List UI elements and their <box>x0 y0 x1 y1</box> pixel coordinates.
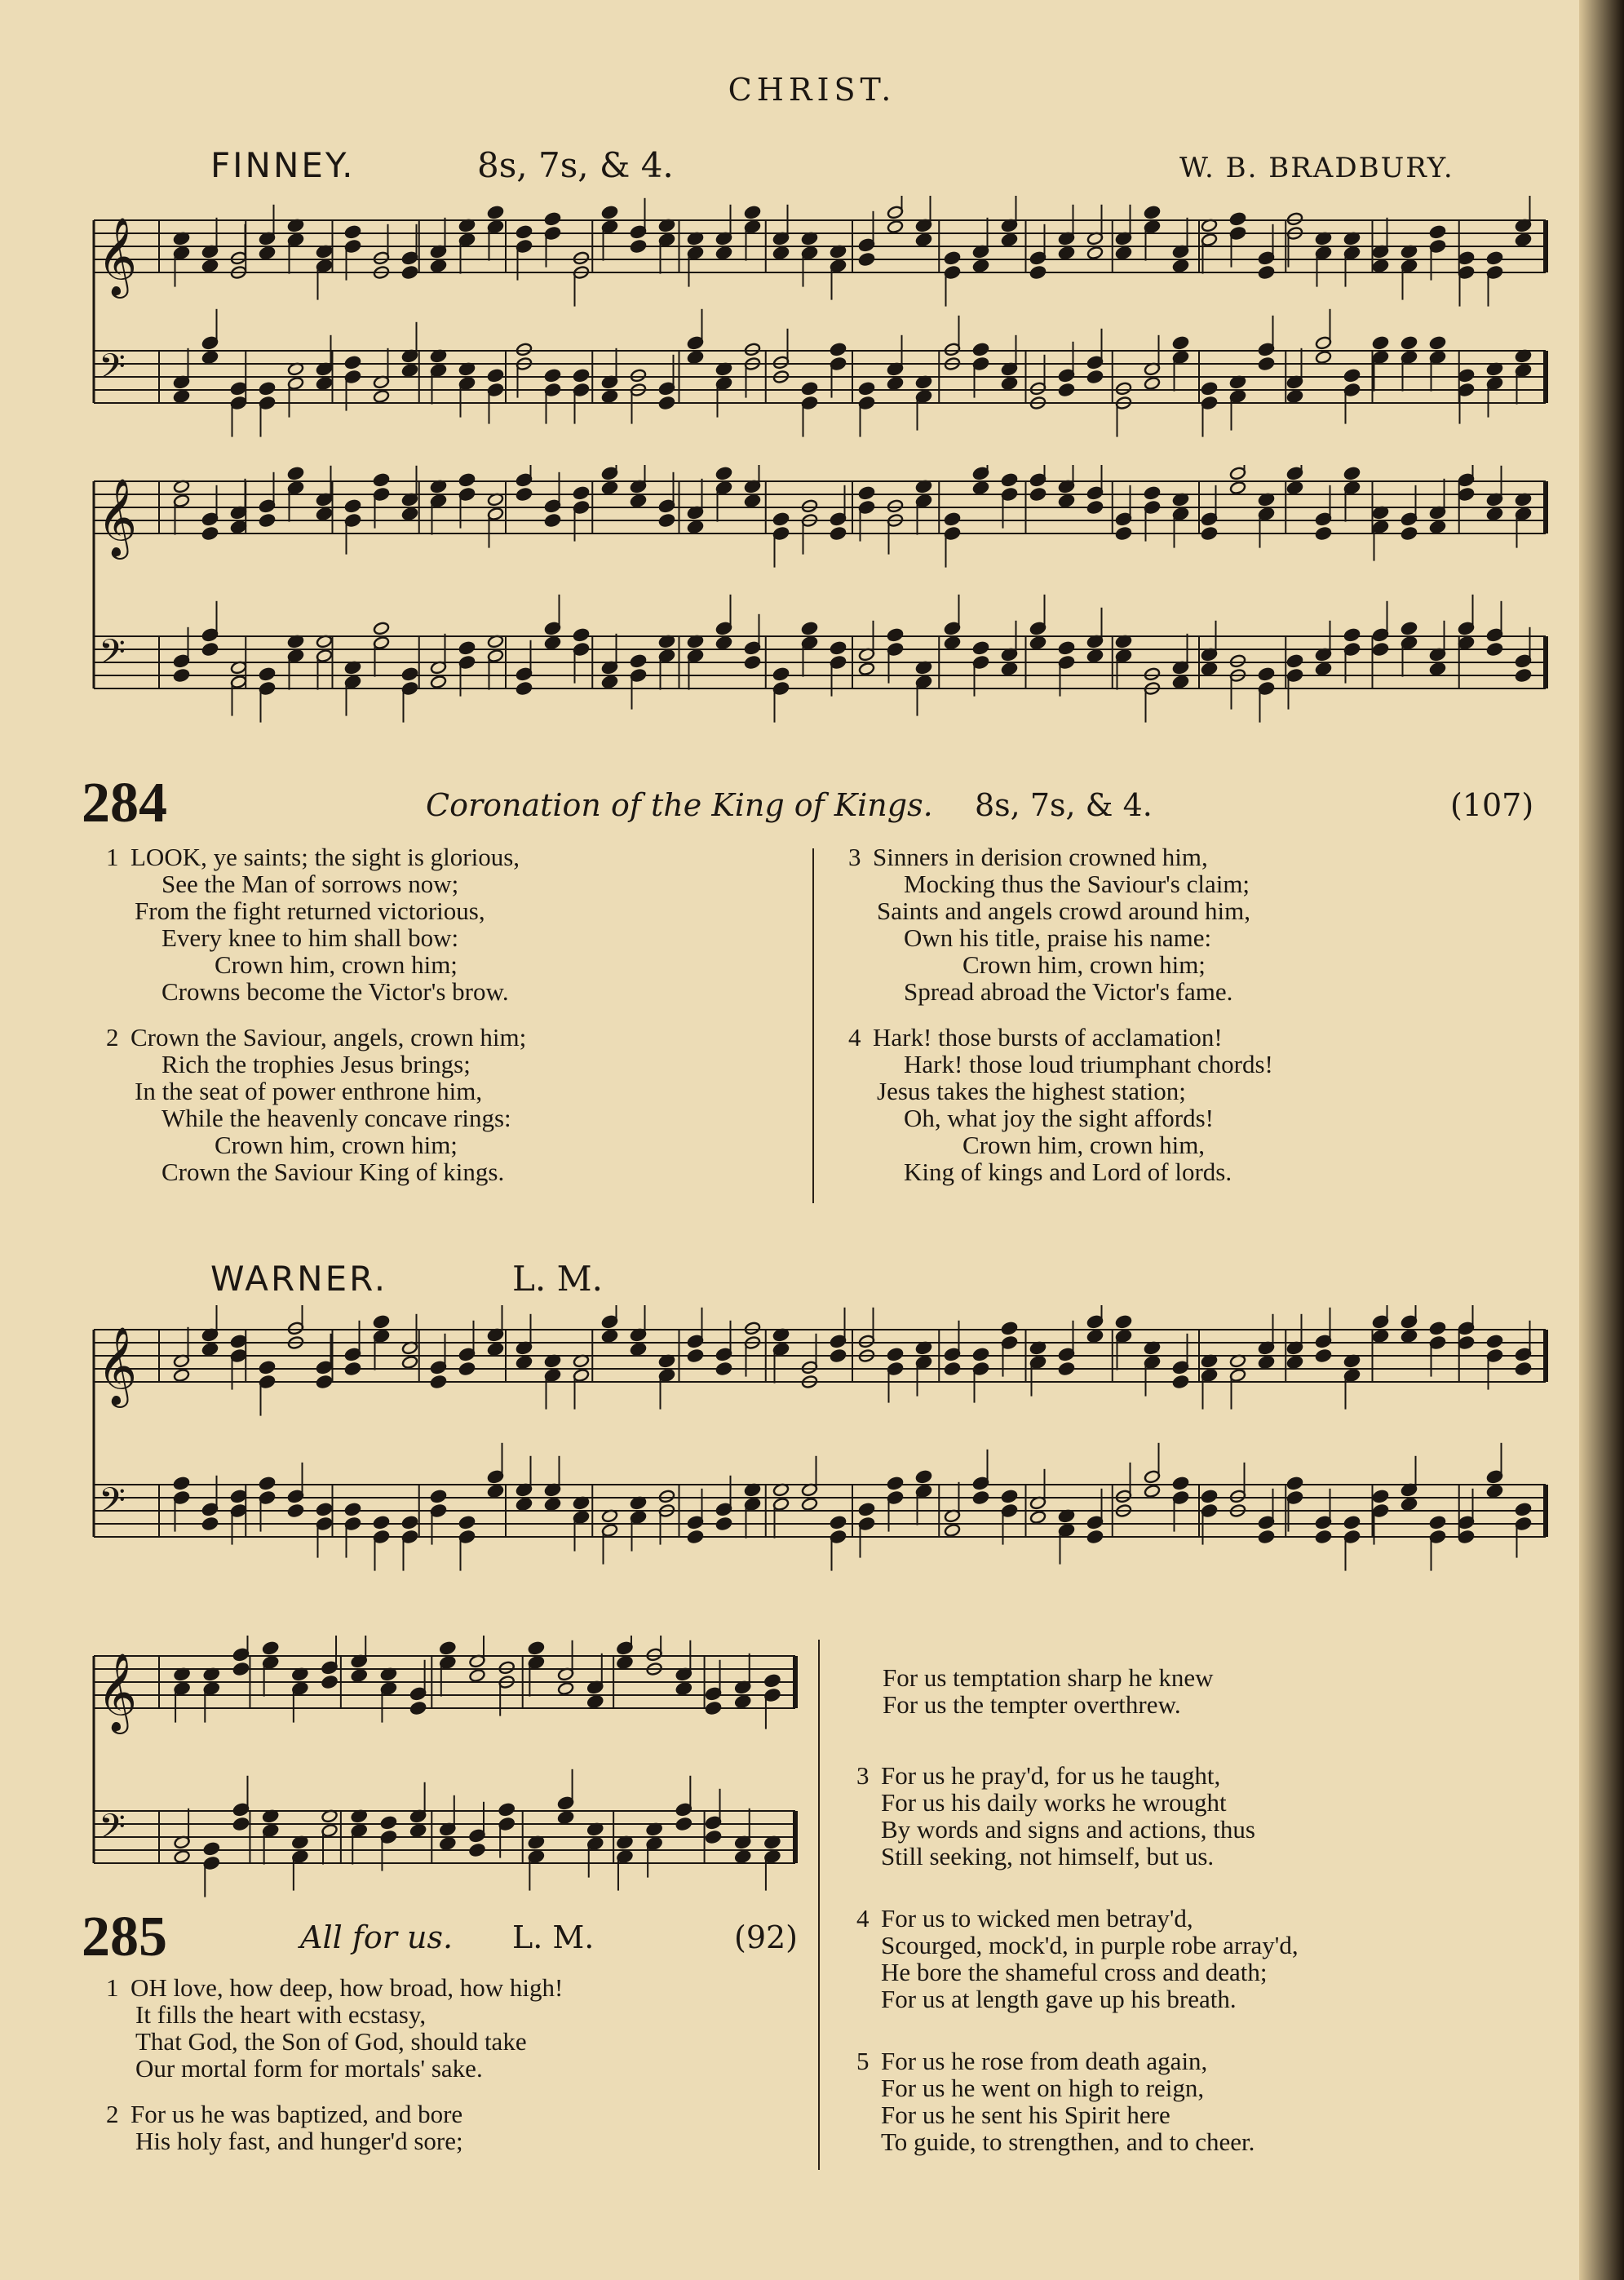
hymn-284-verse-1 <box>106 843 520 1005</box>
hymn-285-verse-3 <box>856 1762 1255 1870</box>
music-system-warner-2 <box>86 1636 803 1905</box>
verse-number: 3 <box>848 843 861 871</box>
bass-staff-finney-1 <box>94 351 1546 403</box>
verse-line: Our mortal form for mortals' sake. <box>135 2054 483 2083</box>
verse-line: Hark! those bursts of acclamation! <box>873 1023 1223 1051</box>
verse-line: For us he went on high to reign, <box>881 2074 1205 2102</box>
verse-line: For us he rose from death again, <box>881 2047 1208 2075</box>
verse-line: It fills the heart with ecstasy, <box>135 2000 427 2029</box>
tune-title-warner: WARNER. <box>210 1259 388 1299</box>
verse-line: Jesus takes the highest station; <box>877 1077 1186 1105</box>
verse-line: For us the tempter overthrew. <box>883 1690 1181 1719</box>
verse-line: Oh, what joy the sight affords! <box>904 1104 1214 1132</box>
verse-line: Own his title, praise his name: <box>904 923 1212 952</box>
verse-line: Sinners in derision crowned him, <box>873 843 1208 871</box>
hymn-ref-284: (107) <box>1450 787 1534 823</box>
verse-number: 1 <box>106 843 119 871</box>
hymn-285-verse-2b <box>883 1664 1214 1718</box>
verse-line: King of kings and Lord of lords. <box>904 1158 1232 1186</box>
tune-title-finney: FINNEY. <box>210 145 356 185</box>
running-head: CHRIST. <box>728 72 896 108</box>
verse-line: To guide, to strengthen, and to cheer. <box>881 2127 1255 2156</box>
verse-number: 2 <box>106 1023 119 1051</box>
bass-clef-icon: 𝄢 <box>99 1480 126 1530</box>
verse-line: For us he pray'd, for us he taught, <box>881 1761 1221 1790</box>
verse-line: By words and signs and actions, thus <box>881 1815 1255 1844</box>
verse-line: For us he was baptized, and bore <box>131 2100 463 2128</box>
verse-number: 3 <box>856 1761 870 1790</box>
verse-line: His holy fast, and hunger'd sore; <box>135 2127 463 2155</box>
hymn-285-verse-5 <box>856 2048 1255 2155</box>
verse-line: Scourged, mock'd, in purple robe array'd, <box>881 1931 1299 1959</box>
hymn-meter-284: 8s, 7s, & 4. <box>975 787 1153 823</box>
verse-line: For us to wicked men betray'd, <box>881 1904 1193 1932</box>
hymn-number-284: 284 <box>82 772 167 835</box>
verse-line: In the seat of power enthrone him, <box>135 1077 483 1105</box>
tune-meter-finney: 8s, 7s, & 4. <box>477 145 674 185</box>
verse-line: That God, the Son of God, should take <box>135 2027 527 2056</box>
hymn-284-verse-4 <box>848 1024 1273 1185</box>
verse-line: For us he sent his Spirit here <box>881 2101 1170 2129</box>
music-system-finney-1 <box>86 196 1554 449</box>
treble-staff-finney-2 <box>94 481 1546 533</box>
bass-notes-warner-2 <box>174 1769 781 1897</box>
verse-line: See the Man of sorrows now; <box>162 870 459 898</box>
page-edge-shadow <box>1579 0 1624 2280</box>
column-rule-284 <box>812 848 814 1203</box>
verse-line: Crown him, crown him, <box>962 1131 1206 1159</box>
bass-staff-warner-1 <box>94 1485 1546 1537</box>
verse-line: Crown him, crown him; <box>215 1131 458 1159</box>
tune-meter-warner: L. M. <box>512 1259 603 1299</box>
hymn-285-verse-2a <box>106 2101 463 2154</box>
verse-line: Crowns become the Victor's brow. <box>162 977 509 1006</box>
treble-clef-icon: 𝄞 <box>97 1326 138 1405</box>
verse-line: For us temptation sharp he knew <box>883 1663 1214 1692</box>
verse-line: LOOK, ye saints; the sight is glorious, <box>131 843 520 871</box>
treble-clef-icon: 𝄞 <box>97 216 138 295</box>
music-system-warner-1 <box>86 1305 1554 1574</box>
verse-number: 1 <box>106 1973 119 2002</box>
treble-clef-icon: 𝄞 <box>97 1652 138 1731</box>
hymn-284-verse-3 <box>848 843 1250 1005</box>
verse-line: Crown the Saviour, angels, crown him; <box>131 1023 527 1051</box>
verse-line: Spread abroad the Victor's fame. <box>904 977 1233 1006</box>
hymn-284-verse-2 <box>106 1024 526 1185</box>
bass-staff-finney-2 <box>94 636 1546 688</box>
verse-line: Rich the trophies Jesus brings; <box>162 1050 471 1078</box>
verse-line: Mocking thus the Saviour's claim; <box>904 870 1250 898</box>
bass-clef-icon: 𝄢 <box>99 346 126 396</box>
bass-clef-icon: 𝄢 <box>99 1806 126 1856</box>
verse-number: 2 <box>106 2100 119 2128</box>
verse-line: For us his daily works he wrought <box>881 1788 1227 1817</box>
verse-number: 4 <box>848 1023 861 1051</box>
verse-line: For us at length gave up his breath. <box>881 1985 1237 2013</box>
tune-composer-finney: W. B. BRADBURY. <box>1179 152 1454 184</box>
hymn-title-285: All for us. <box>300 1919 454 1955</box>
verse-number: 4 <box>856 1904 870 1932</box>
verse-line: OH love, how deep, how broad, how high! <box>131 1973 564 2002</box>
verse-line: Saints and angels crowd around him, <box>877 897 1251 925</box>
hymn-title-284: Coronation of the King of Kings. <box>426 787 933 823</box>
hymn-meter-285: L. M. <box>512 1919 595 1955</box>
column-rule-285 <box>818 1640 820 2170</box>
hymn-ref-285: (92) <box>734 1919 799 1955</box>
verse-number: 5 <box>856 2047 870 2075</box>
hymn-number-285: 285 <box>82 1906 167 1968</box>
verse-line: Crown the Saviour King of kings. <box>162 1158 505 1186</box>
verse-line: Crown him, crown him; <box>962 950 1206 979</box>
bass-clef-icon: 𝄢 <box>99 631 126 681</box>
verse-line: He bore the shameful cross and death; <box>881 1958 1268 1986</box>
hymn-285-verse-1 <box>106 1974 563 2082</box>
verse-line: While the heavenly concave rings: <box>162 1104 511 1132</box>
verse-line: Still seeking, not himself, but us. <box>881 1842 1215 1870</box>
treble-clef-icon: 𝄞 <box>97 477 138 556</box>
verse-line: Crown him, crown him; <box>215 950 458 979</box>
bass-staff-warner-2 <box>94 1811 795 1863</box>
verse-line: Every knee to him shall bow: <box>162 923 459 952</box>
verse-line: Hark! those loud triumphant chords! <box>904 1050 1273 1078</box>
verse-line: From the fight returned victorious, <box>135 897 485 925</box>
music-system-finney-2 <box>86 465 1554 726</box>
hymn-285-verse-4 <box>856 1905 1299 2012</box>
treble-staff-finney-1 <box>94 220 1546 272</box>
